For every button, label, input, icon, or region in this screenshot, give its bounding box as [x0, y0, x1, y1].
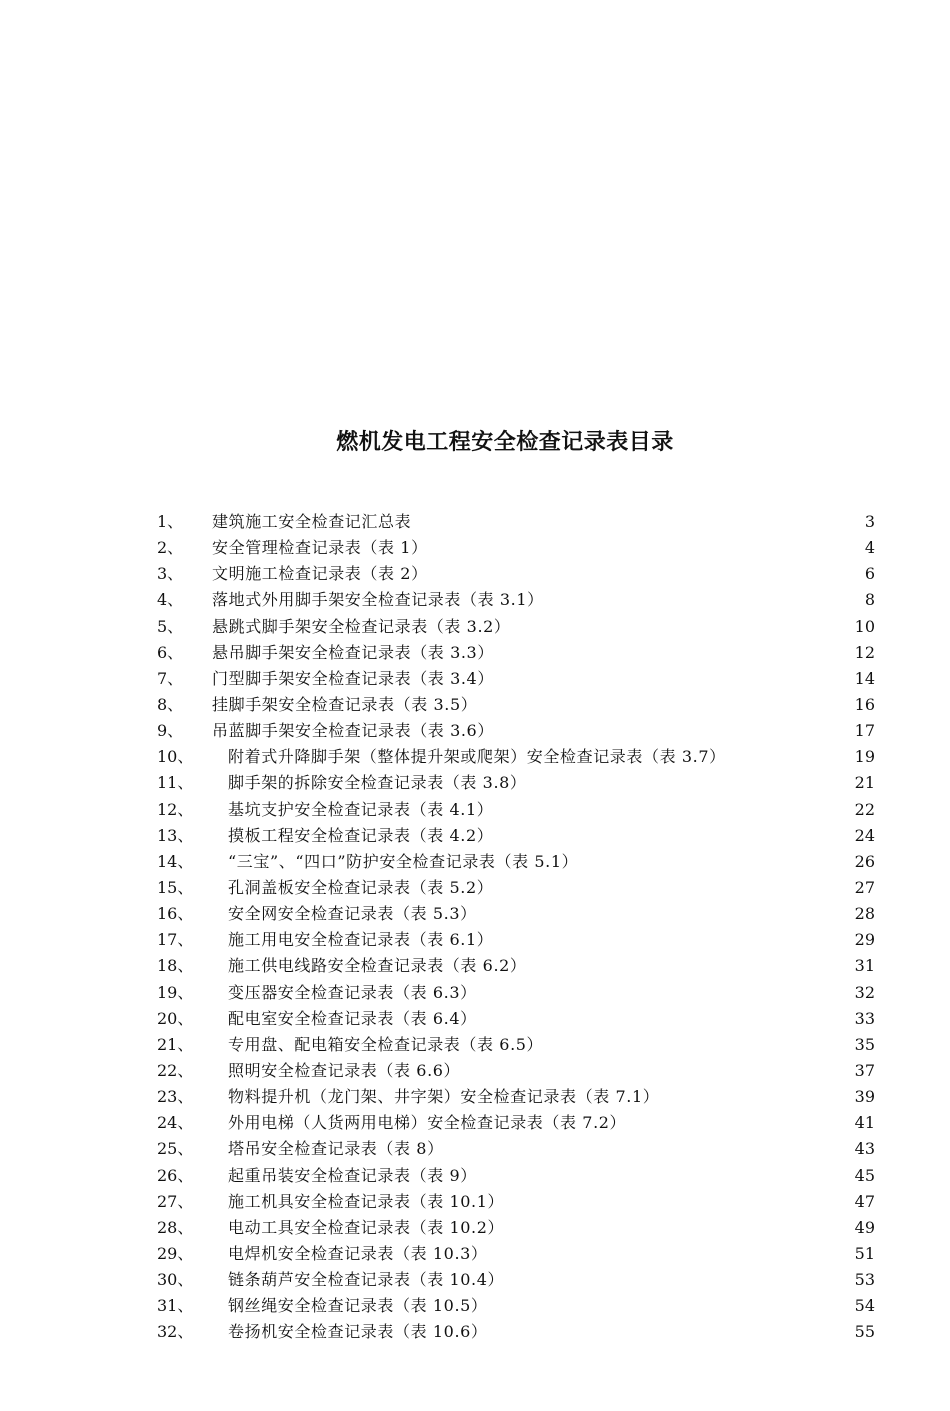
- toc-entry-number: 22、: [157, 1060, 194, 1080]
- toc-entry: [157, 901, 875, 927]
- toc-entry: [157, 1189, 875, 1215]
- toc-entry-number: 23、: [157, 1087, 194, 1107]
- toc-entry-number: 4、: [157, 590, 184, 610]
- toc-entry: [157, 718, 875, 744]
- toc-entry-title: 建筑施工安全检查记汇总表: [212, 512, 412, 531]
- toc-entry: [157, 1110, 875, 1136]
- toc-entry-page-number: 45: [854, 1165, 875, 1185]
- toc-entry-page-number: 39: [854, 1087, 875, 1107]
- toc-entry: [157, 1267, 875, 1293]
- toc-entry-title: 吊蓝脚手架安全检查记录表（表 3.6）: [212, 721, 494, 741]
- toc-entry-number: 31、: [157, 1296, 194, 1316]
- document-title: 燃机发电工程安全检查记录表目录: [336, 430, 674, 455]
- toc-entry: [157, 1163, 875, 1189]
- toc-entry-title: 门型脚手架安全检查记录表（表 3.4）: [212, 668, 494, 688]
- toc-entry-page-number: 14: [854, 668, 875, 688]
- toc-entry-title: 落地式外用脚手架安全检查记录表（表 3.1）: [212, 590, 544, 610]
- toc-entry-page-number: 4: [864, 538, 875, 558]
- toc-entry: [157, 797, 875, 823]
- toc-entry-page-number: 16: [854, 694, 875, 714]
- toc-entry-page-number: 27: [854, 877, 875, 897]
- toc-entry-page-number: 10: [854, 616, 875, 636]
- toc-entry: [157, 849, 875, 875]
- toc-entry-page-number: 3: [864, 512, 875, 531]
- toc-entry: [157, 1006, 875, 1032]
- toc-entry-title: 安全网安全检查记录表（表 5.3）: [228, 904, 477, 924]
- toc-entry-page-number: 55: [854, 1322, 875, 1342]
- toc-entry-page-number: 29: [854, 930, 875, 950]
- toc-entry: [157, 1032, 875, 1058]
- toc-entry-title: 施工用电安全检查记录表（表 6.1）: [228, 930, 494, 950]
- toc-entry-title: 基坑支护安全检查记录表（表 4.1）: [228, 799, 494, 819]
- toc-entry-page-number: 12: [854, 642, 875, 662]
- toc-entry-title: 物料提升机（龙门架、井字架）安全检查记录表（表 7.1）: [228, 1087, 660, 1107]
- toc-entry-page-number: 41: [854, 1113, 875, 1133]
- toc-entry-title: 电动工具安全检查记录表（表 10.2）: [228, 1217, 505, 1237]
- toc-entry: [157, 509, 875, 535]
- toc-entry: [157, 535, 875, 561]
- toc-entry: [157, 614, 875, 640]
- toc-entry: [157, 1084, 875, 1110]
- toc-entry-title: 专用盘、配电箱安全检查记录表（表 6.5）: [228, 1034, 544, 1054]
- toc-entry-page-number: 33: [854, 1008, 875, 1028]
- toc-entry-number: 32、: [157, 1322, 194, 1342]
- toc-entry-title: 文明施工检查记录表（表 2）: [212, 564, 428, 584]
- toc-entry: [157, 1215, 875, 1241]
- toc-entry-page-number: 49: [854, 1217, 875, 1237]
- toc-entry-number: 11、: [157, 773, 194, 793]
- toc-entry-title: 挂脚手架安全检查记录表（表 3.5）: [212, 694, 478, 714]
- toc-entry-title: 起重吊装安全检查记录表（表 9）: [228, 1165, 477, 1185]
- toc-entry: [157, 640, 875, 666]
- toc-entry-title: 电焊机安全检查记录表（表 10.3）: [228, 1243, 488, 1263]
- toc-entry-page-number: 6: [864, 564, 875, 584]
- toc-entry-page-number: 17: [854, 721, 875, 741]
- toc-entry-number: 29、: [157, 1243, 194, 1263]
- toc-entry: [157, 1136, 875, 1162]
- toc-entry-number: 13、: [157, 825, 194, 845]
- toc-entry-title: 塔吊安全检查记录表（表 8）: [228, 1139, 444, 1159]
- toc-entry-number: 2、: [157, 538, 184, 558]
- toc-entry-title: 安全管理检查记录表（表 1）: [212, 538, 428, 558]
- toc-entry-page-number: 22: [854, 799, 875, 819]
- toc-entry-page-number: 35: [854, 1034, 875, 1054]
- toc-entry-number: 5、: [157, 616, 184, 636]
- toc-entry-page-number: 19: [854, 747, 875, 767]
- toc-entry-title: 脚手架的拆除安全检查记录表（表 3.8）: [228, 773, 527, 793]
- toc-entry: [157, 953, 875, 979]
- toc-entry-number: 14、: [157, 851, 194, 871]
- toc-entry-number: 17、: [157, 930, 194, 950]
- toc-entry-title: 变压器安全检查记录表（表 6.3）: [228, 982, 477, 1002]
- toc-entry-number: 9、: [157, 721, 184, 741]
- toc-entry-title: 卷扬机安全检查记录表（表 10.6）: [228, 1322, 488, 1342]
- toc-entry-page-number: 8: [864, 590, 875, 610]
- toc-entry: [157, 980, 875, 1006]
- toc-entry-title: 链条葫芦安全检查记录表（表 10.4）: [228, 1270, 505, 1290]
- toc-entry-number: 7、: [157, 668, 184, 688]
- toc-entry: [157, 744, 875, 770]
- toc-entry: [157, 823, 875, 849]
- toc-entry-page-number: 28: [854, 904, 875, 924]
- toc-entry: [157, 875, 875, 901]
- toc-entry-page-number: 54: [854, 1296, 875, 1316]
- toc-entry-page-number: 43: [854, 1139, 875, 1159]
- toc-entry: [157, 927, 875, 953]
- toc-entry-number: 26、: [157, 1165, 194, 1185]
- toc-entry-number: 18、: [157, 956, 194, 976]
- toc-entry-number: 12、: [157, 799, 194, 819]
- toc-entry-title: 孔洞盖板安全检查记录表（表 5.2）: [228, 877, 494, 897]
- toc-entry-title: 钢丝绳安全检查记录表（表 10.5）: [228, 1296, 488, 1316]
- toc-entry-number: 15、: [157, 877, 194, 897]
- toc-entry-number: 27、: [157, 1191, 194, 1211]
- toc-entry: [157, 770, 875, 796]
- toc-entry-number: 16、: [157, 904, 194, 924]
- toc-entry-page-number: 32: [854, 982, 875, 1002]
- toc-entry: [157, 1293, 875, 1319]
- toc-entry-title: 施工供电线路安全检查记录表（表 6.2）: [228, 956, 527, 976]
- toc-entry-page-number: 26: [854, 851, 875, 871]
- toc-entry-page-number: 21: [854, 773, 875, 793]
- toc-entry-number: 3、: [157, 564, 184, 584]
- toc-entry-number: 28、: [157, 1217, 194, 1237]
- toc-entry-title: 附着式升降脚手架（整体提升架或爬架）安全检查记录表（表 3.7）: [228, 747, 726, 767]
- toc-entry: [157, 561, 875, 587]
- toc-entry: [157, 587, 875, 613]
- toc-entry: [157, 1058, 875, 1084]
- toc-entry-number: 6、: [157, 642, 184, 662]
- toc-entry-number: 24、: [157, 1113, 194, 1133]
- toc-entry-number: 10、: [157, 747, 194, 767]
- toc-entry-page-number: 47: [854, 1191, 875, 1211]
- toc-entry-page-number: 24: [854, 825, 875, 845]
- toc-entry-number: 19、: [157, 982, 194, 1002]
- toc-entry-number: 21、: [157, 1034, 194, 1054]
- toc-entry-page-number: 51: [854, 1243, 875, 1263]
- toc-entry-title: 摸板工程安全检查记录表（表 4.2）: [228, 825, 494, 845]
- toc-entry-number: 25、: [157, 1139, 194, 1159]
- toc-entry-number: 1、: [157, 512, 184, 531]
- table-of-contents: [157, 509, 875, 1346]
- toc-entry-page-number: 53: [854, 1270, 875, 1290]
- toc-entry-title: 施工机具安全检查记录表（表 10.1）: [228, 1191, 505, 1211]
- toc-entry: [157, 1241, 875, 1267]
- toc-entry: [157, 666, 875, 692]
- toc-entry-page-number: 31: [854, 956, 875, 976]
- toc-entry-title: 外用电梯（人货两用电梯）安全检查记录表（表 7.2）: [228, 1113, 627, 1133]
- toc-entry-title: 悬吊脚手架安全检查记录表（表 3.3）: [212, 642, 494, 662]
- toc-entry: [157, 1319, 875, 1345]
- toc-entry-title: 悬跳式脚手架安全检查记录表（表 3.2）: [212, 616, 511, 636]
- toc-entry-number: 20、: [157, 1008, 194, 1028]
- toc-entry-number: 30、: [157, 1270, 194, 1290]
- toc-entry-page-number: 37: [854, 1060, 875, 1080]
- toc-entry-title: 照明安全检查记录表（表 6.6）: [228, 1060, 461, 1080]
- toc-entry: [157, 692, 875, 718]
- toc-entry-number: 8、: [157, 694, 184, 714]
- toc-entry-title: 配电室安全检查记录表（表 6.4）: [228, 1008, 477, 1028]
- toc-entry-title: “三宝”、“四口”防护安全检查记录表（表 5.1）: [228, 851, 579, 871]
